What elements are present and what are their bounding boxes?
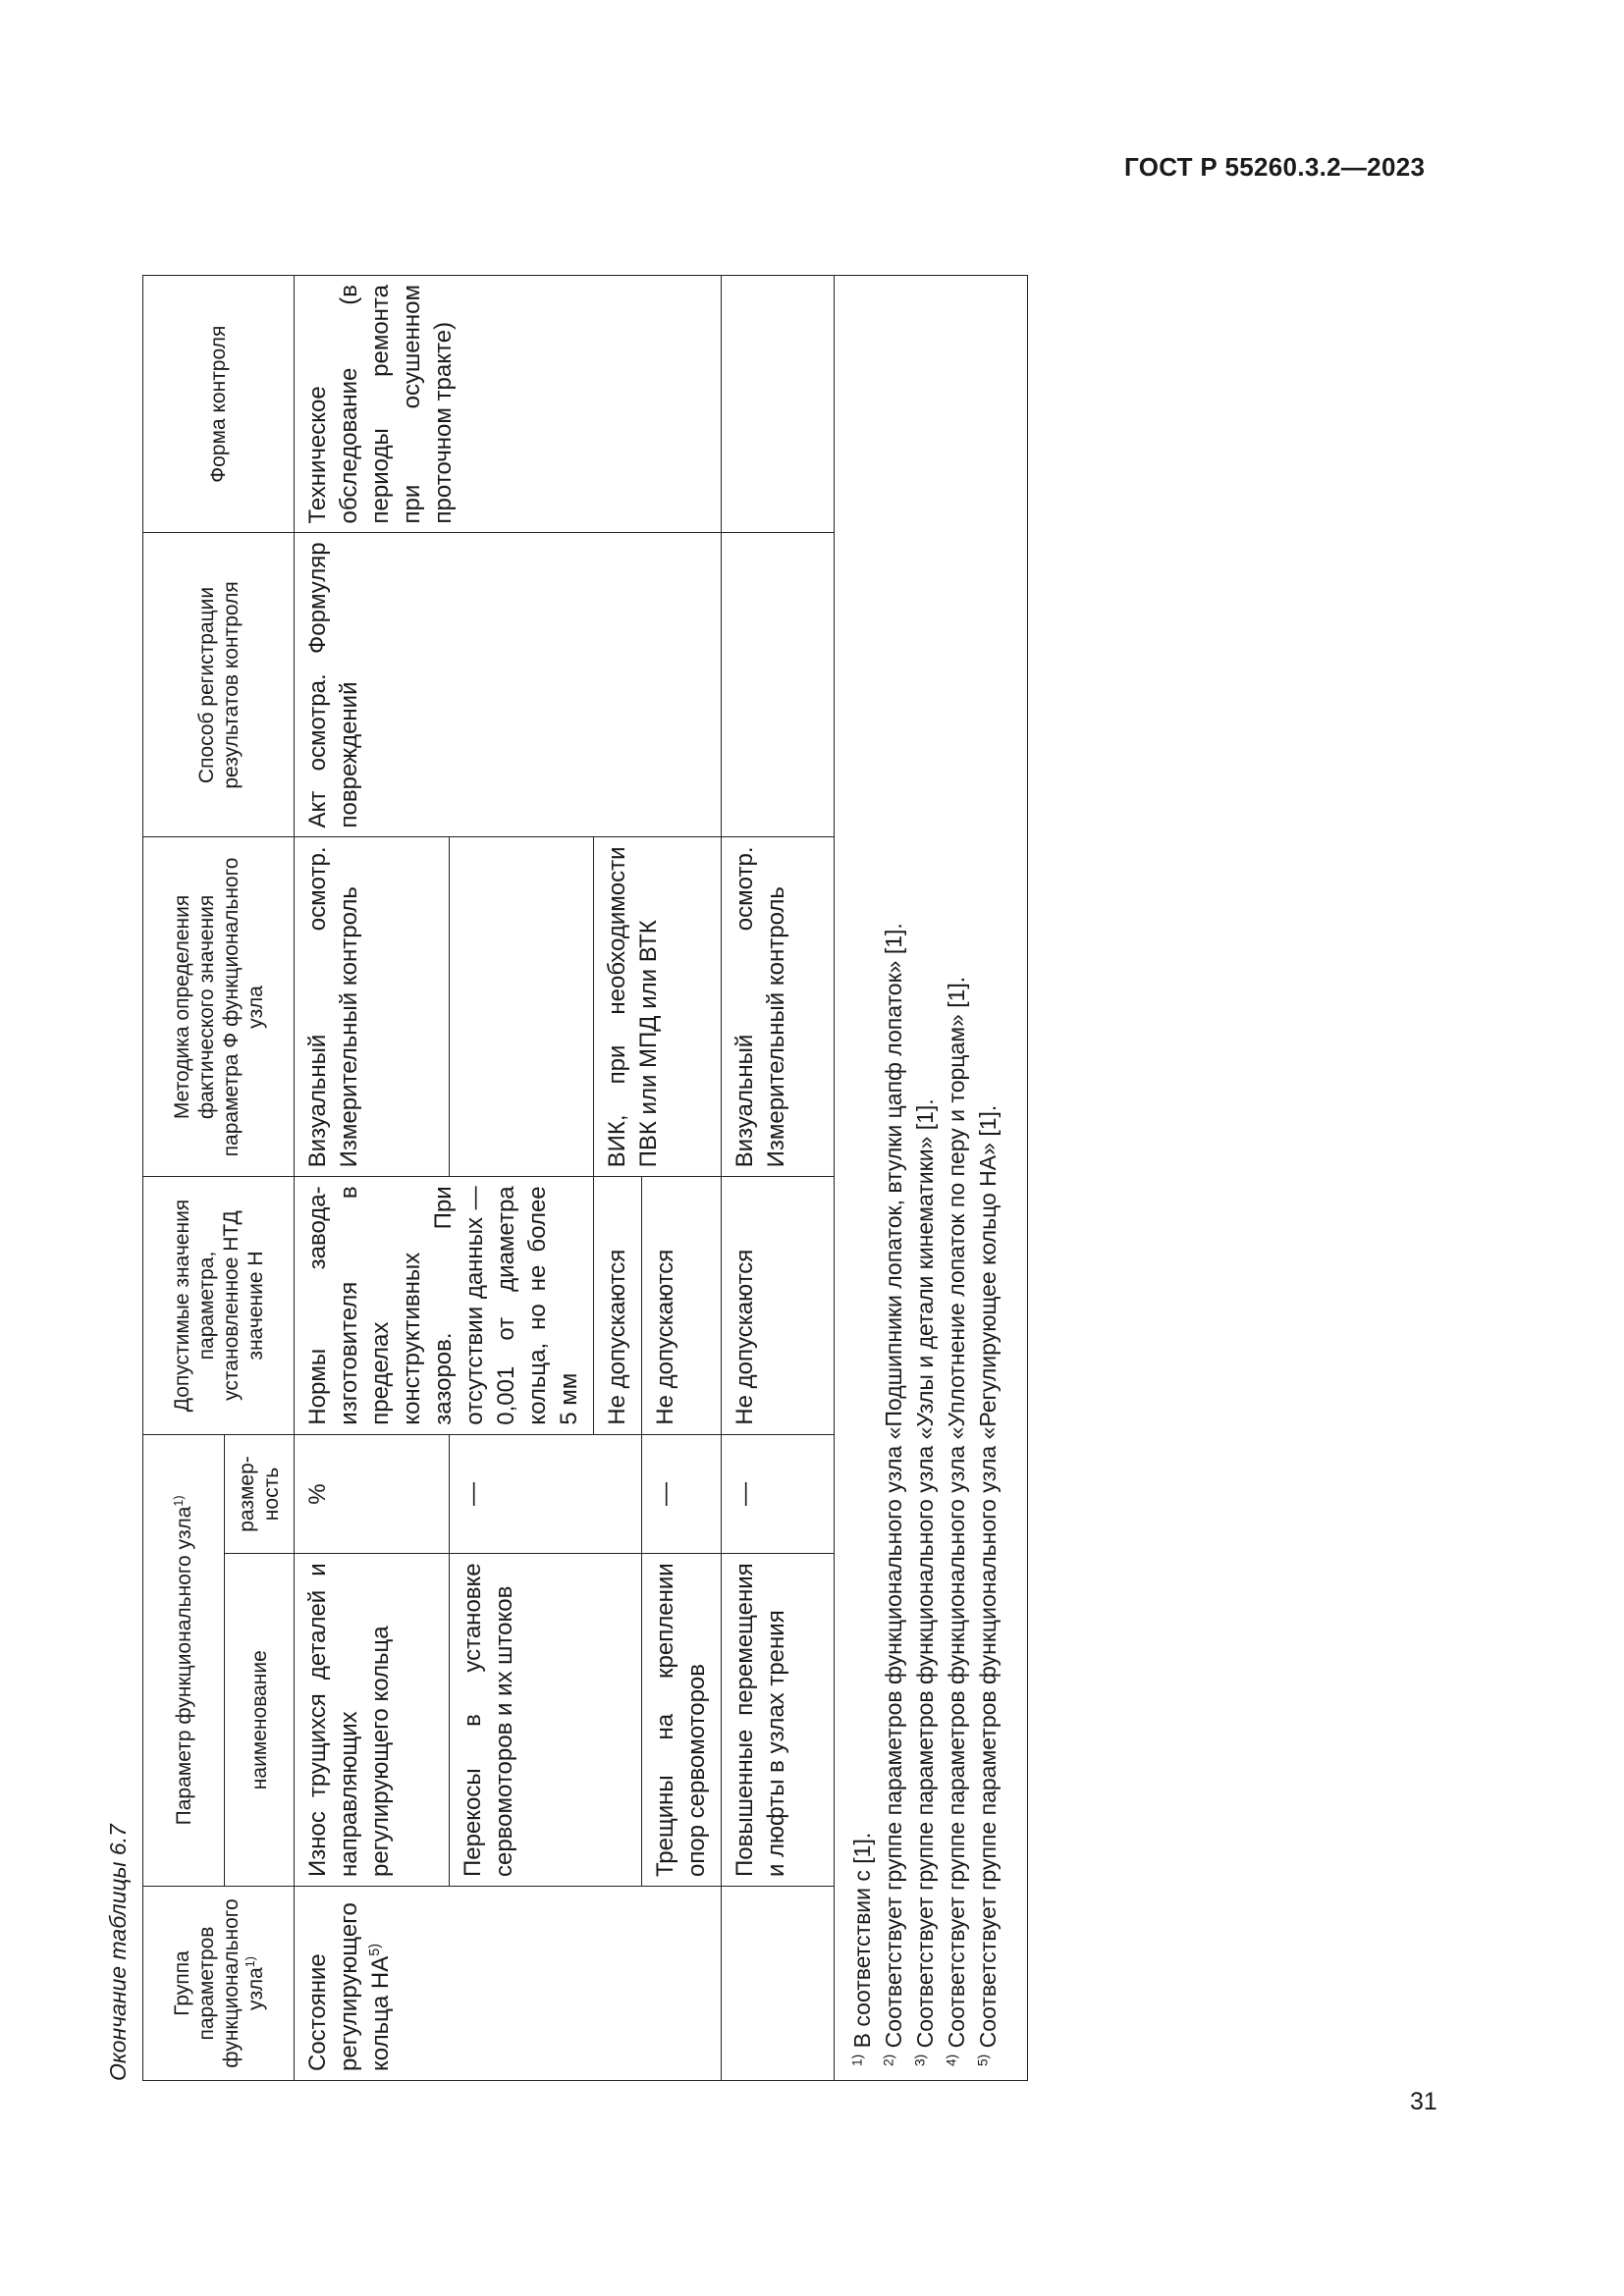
- footnote: $^{3)}$ Соответствует группе параметров функционального узла «Узлы и детали кинематики» [1].: [912, 1098, 938, 2066]
- header-allowed: Допустимые значения параметра, установленное НТД значение Н: [143, 1177, 295, 1434]
- method-cell: Визуальный осмотр. Измерительный контроль: [722, 837, 835, 1177]
- header-name: наименование: [225, 1554, 295, 1887]
- allowed-value: Нормы завода-изготовителя в пределах конструктивных зазоров. При отсутствии данных — 0,001 от диаметра кольца, но не более 5 мм: [295, 1177, 594, 1434]
- header-parameter: Параметр функционального узла$^{1)}$: [143, 1434, 225, 1886]
- method-cell-empty: [450, 837, 594, 1177]
- allowed-value: Не допускаются: [642, 1177, 722, 1434]
- method-cell: ВИК, при необходимости ПВК или МПД или ВТК: [594, 837, 722, 1177]
- table-caption: Окончание таблицы 6.7: [105, 1824, 131, 2081]
- header-group: Группа параметров функционального узла$^{1)}$: [143, 1887, 295, 2081]
- registration-cell-empty: [722, 533, 835, 837]
- group-cell-empty: [722, 1887, 835, 2081]
- footnotes-row: [835, 276, 1028, 2081]
- allowed-value: Не допускаются: [722, 1177, 835, 1434]
- param-name: Износ трущихся деталей и направляющих регулирующего кольца: [295, 1554, 450, 1887]
- param-name: Перекосы в установке сервомоторов и их штоков: [450, 1554, 642, 1887]
- param-unit: —: [450, 1434, 642, 1554]
- method-cell: Визуальный осмотр. Измерительный контроль: [295, 837, 450, 1177]
- parameters-table: [142, 275, 1028, 2081]
- rotated-table-block: [103, 236, 1001, 2081]
- param-unit: %: [295, 1434, 450, 1554]
- page-number: 31: [1410, 2088, 1437, 2115]
- control-cell-empty: [722, 276, 835, 533]
- registration-cell: Акт осмотра. Формуляр повреждений: [295, 533, 722, 837]
- param-name: Трещины на креплении опор сервомоторов: [642, 1554, 722, 1887]
- footnote: $^{4)}$ Соответствует группе параметров функционального узла «Уплотнение лопаток по перу и торцам» [1].: [944, 976, 969, 2066]
- header-row-1: [143, 276, 225, 2081]
- footnote: $^{1)}$ В соответствии с [1].: [849, 1832, 875, 2066]
- footnote: $^{2)}$ Соответствует группе параметров функционального узла «Подшипники лопаток, втулки цапф лопаток» [1].: [881, 923, 906, 2066]
- document-standard-number: ГОСТ Р 55260.3.2—2023: [1124, 152, 1426, 182]
- header-unit: размер-ность: [225, 1434, 295, 1554]
- header-control: Форма контроля: [143, 276, 295, 533]
- group-cell: Состояние регулирующего кольца НА$^{5)}$: [295, 1887, 722, 2081]
- allowed-value: Не допускаются: [594, 1177, 642, 1434]
- footnotes: [835, 276, 1028, 2081]
- table-row: [295, 276, 450, 2081]
- param-name: Повышенные перемещения и люфты в узлах трения: [722, 1554, 835, 1887]
- param-unit: —: [722, 1434, 835, 1554]
- header-method: Методика определения фактического значения параметра Ф функционального узла: [143, 837, 295, 1177]
- header-registration: Способ регистрации результатов контроля: [143, 533, 295, 837]
- footnote: $^{5)}$ Соответствует группе параметров функционального узла «Регулирующее кольцо НА» [1].: [975, 1104, 1001, 2066]
- control-cell: Техническое обследование (в периоды ремонта при осушенном проточном тракте): [295, 276, 722, 533]
- param-unit: —: [642, 1434, 722, 1554]
- table-row: [722, 276, 835, 2081]
